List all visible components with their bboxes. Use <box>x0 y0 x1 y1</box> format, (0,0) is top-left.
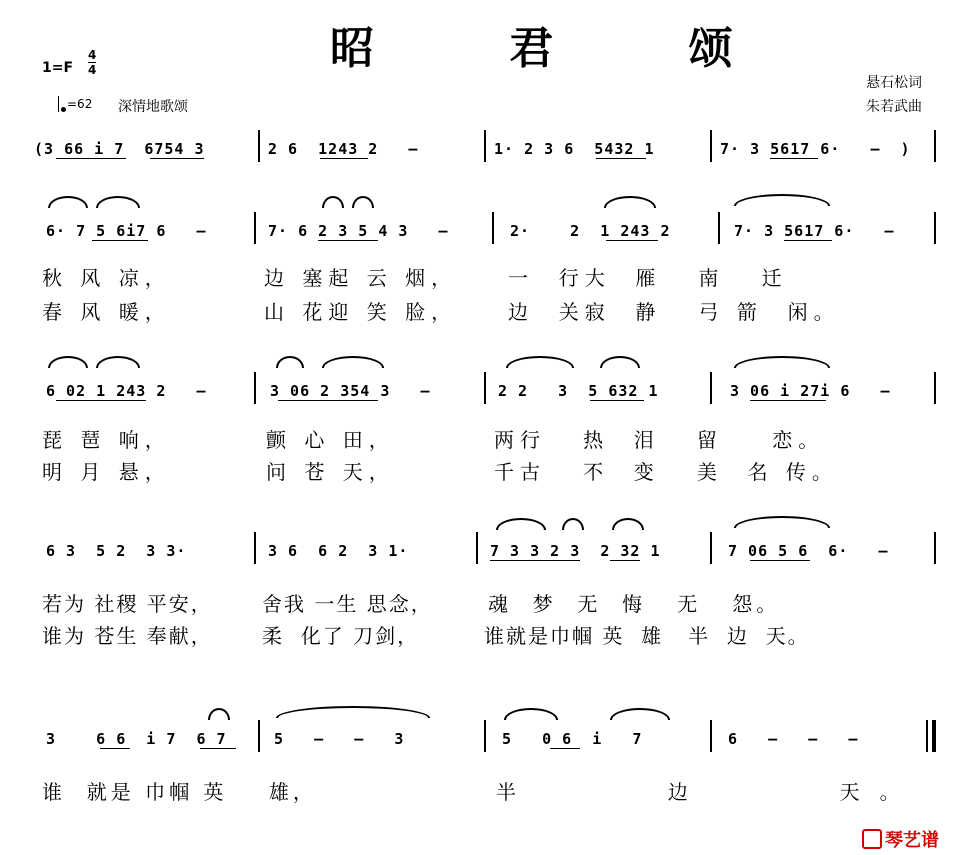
measure: 3 6 6 i 7 6 7 <box>46 730 227 748</box>
underline <box>318 240 378 241</box>
lyric: 明 月 悬， <box>42 460 171 484</box>
measure: 7· 3 5617 6· – ) <box>720 140 911 158</box>
time-sig-bottom: 4 <box>88 63 97 77</box>
measure: 6 02 1 243 2 – <box>46 382 207 400</box>
barline <box>710 532 712 564</box>
lyric: 边 塞起 云 烟， <box>264 266 458 290</box>
measure: 3 06 2 354 3 – <box>270 382 431 400</box>
measure: 5 0 6 i 7 <box>502 730 643 748</box>
lyric: 一 行大 雁 南 迁 <box>508 266 788 290</box>
song-title: 昭 君 颂 <box>330 23 793 74</box>
notation-row-2 <box>0 382 963 406</box>
slur <box>612 518 644 530</box>
lyric-line-1b <box>0 296 963 324</box>
underline <box>750 400 826 401</box>
measure: 2 2 3 5 632 1 <box>498 382 659 400</box>
watermark-text: 琴艺谱 <box>885 830 939 851</box>
logo-icon <box>862 829 882 849</box>
slur <box>96 356 140 368</box>
measure: 3 06 i 27i 6 – <box>730 382 891 400</box>
lyric: 谁就是巾帼 英 雄 半 边 天。 <box>484 624 810 648</box>
notation-row-1 <box>0 222 963 246</box>
slur <box>734 516 830 528</box>
lyric: 琵 琶 响， <box>42 428 171 452</box>
lyric: 颤 心 田， <box>266 428 395 452</box>
lyric: 山 花迎 笑 脸， <box>264 300 458 324</box>
slur <box>208 708 230 720</box>
underline <box>200 748 236 749</box>
lyric: 柔 化了 刀剑， <box>262 624 420 648</box>
barline <box>476 532 478 564</box>
slur <box>496 518 546 530</box>
measure: 2 6 1243 2 – <box>268 140 419 158</box>
composer-credit: 朱若武曲 <box>866 99 922 115</box>
barline <box>710 130 712 162</box>
key-signature: 1=F <box>42 60 74 76</box>
lyric: 魂 梦 无 悔 无 怨。 <box>488 592 781 616</box>
slur <box>504 708 558 720</box>
tempo-value: =62 <box>67 97 93 111</box>
slur <box>610 708 670 720</box>
time-signature <box>88 48 96 77</box>
measure: 2· 2 1 243 2 <box>510 222 671 240</box>
quarter-note-icon <box>58 96 59 112</box>
measure: 5 – – 3 <box>274 730 405 748</box>
barline <box>258 720 260 752</box>
lyric: 半 边 天。 <box>496 780 920 804</box>
barline <box>934 130 936 162</box>
underline <box>610 560 640 561</box>
notation-row-3 <box>0 542 963 566</box>
lyric: 秋 风 凉， <box>42 266 171 290</box>
barline <box>258 130 260 162</box>
slur <box>276 706 430 718</box>
lyric-line-2a <box>0 424 963 452</box>
measure: 6· 7 5 6i7 6 – <box>46 222 207 240</box>
expression-marking: 深情地歌颂 <box>118 99 188 115</box>
measure: 6 3 5 2 3 3· <box>46 542 187 560</box>
slur <box>352 196 374 208</box>
barline <box>934 532 936 564</box>
barline <box>934 372 936 404</box>
underline <box>606 240 658 241</box>
underline <box>278 400 378 401</box>
underline <box>56 158 126 159</box>
underline <box>590 400 644 401</box>
underline <box>150 158 204 159</box>
slur <box>600 356 640 368</box>
note-head-icon <box>61 107 66 112</box>
barline <box>492 212 494 244</box>
barline <box>484 720 486 752</box>
underline <box>784 240 832 241</box>
tempo-marking <box>58 96 92 112</box>
underline <box>100 748 130 749</box>
notation-row-intro <box>0 140 963 164</box>
lyric-line-3a <box>0 588 963 616</box>
measure: 7 3 3 2 3 2 32 1 <box>490 542 661 560</box>
lyricist-credit: 悬石松词 <box>866 75 922 91</box>
barline <box>710 372 712 404</box>
measure: 7 06 5 6 6· – <box>728 542 889 560</box>
measure: 3 6 6 2 3 1· <box>268 542 409 560</box>
barline <box>718 212 720 244</box>
lyric: 若为 社稷 平安， <box>42 592 213 616</box>
slur <box>48 356 88 368</box>
barline <box>484 372 486 404</box>
lyric-line-4 <box>0 776 963 804</box>
notation-row-4 <box>0 730 963 754</box>
underline <box>490 560 580 561</box>
lyric: 边 关寂 静 弓 箭 闲。 <box>508 300 840 324</box>
measure: (3 66 i 7 6754 3 <box>34 140 205 158</box>
lyric-line-3b <box>0 620 963 648</box>
slur <box>734 356 830 368</box>
lyric: 千古 不 变 美 名 传。 <box>494 460 838 484</box>
lyric: 谁为 苍生 奉献， <box>42 624 213 648</box>
lyric: 两行 热 泪 留 恋。 <box>494 428 825 452</box>
underline <box>550 748 580 749</box>
site-watermark <box>862 826 939 852</box>
measure: 1· 2 3 6 5432 1 <box>494 140 655 158</box>
underline <box>770 158 818 159</box>
final-barline-thick <box>932 720 936 752</box>
slur <box>734 194 830 206</box>
lyric-line-2b <box>0 456 963 484</box>
lyric-line-1a <box>0 262 963 290</box>
slur <box>562 518 584 530</box>
underline <box>320 158 368 159</box>
slur <box>96 196 140 208</box>
lyric: 舍我 一生 思念， <box>262 592 433 616</box>
slur <box>276 356 304 368</box>
barline <box>254 212 256 244</box>
slur <box>48 196 88 208</box>
barline <box>484 130 486 162</box>
measure: 6 – – – <box>728 730 859 748</box>
barline <box>934 212 936 244</box>
lyric: 谁 就是 巾帼 英 雄， <box>42 780 317 804</box>
lyric: 春 风 暖， <box>42 300 171 324</box>
final-barline-thin <box>926 720 928 752</box>
slur <box>322 196 344 208</box>
underline <box>596 158 646 159</box>
underline <box>92 240 148 241</box>
measure: 7· 6 2 3 5 4 3 – <box>268 222 449 240</box>
underline <box>750 560 810 561</box>
barline <box>710 720 712 752</box>
slur <box>506 356 574 368</box>
lyric: 问 苍 天， <box>266 460 395 484</box>
time-sig-top: 4 <box>88 48 97 62</box>
barline <box>254 532 256 564</box>
slur <box>604 196 656 208</box>
barline <box>254 372 256 404</box>
underline <box>56 400 146 401</box>
measure: 7· 3 5617 6· – <box>734 222 895 240</box>
slur <box>322 356 384 368</box>
